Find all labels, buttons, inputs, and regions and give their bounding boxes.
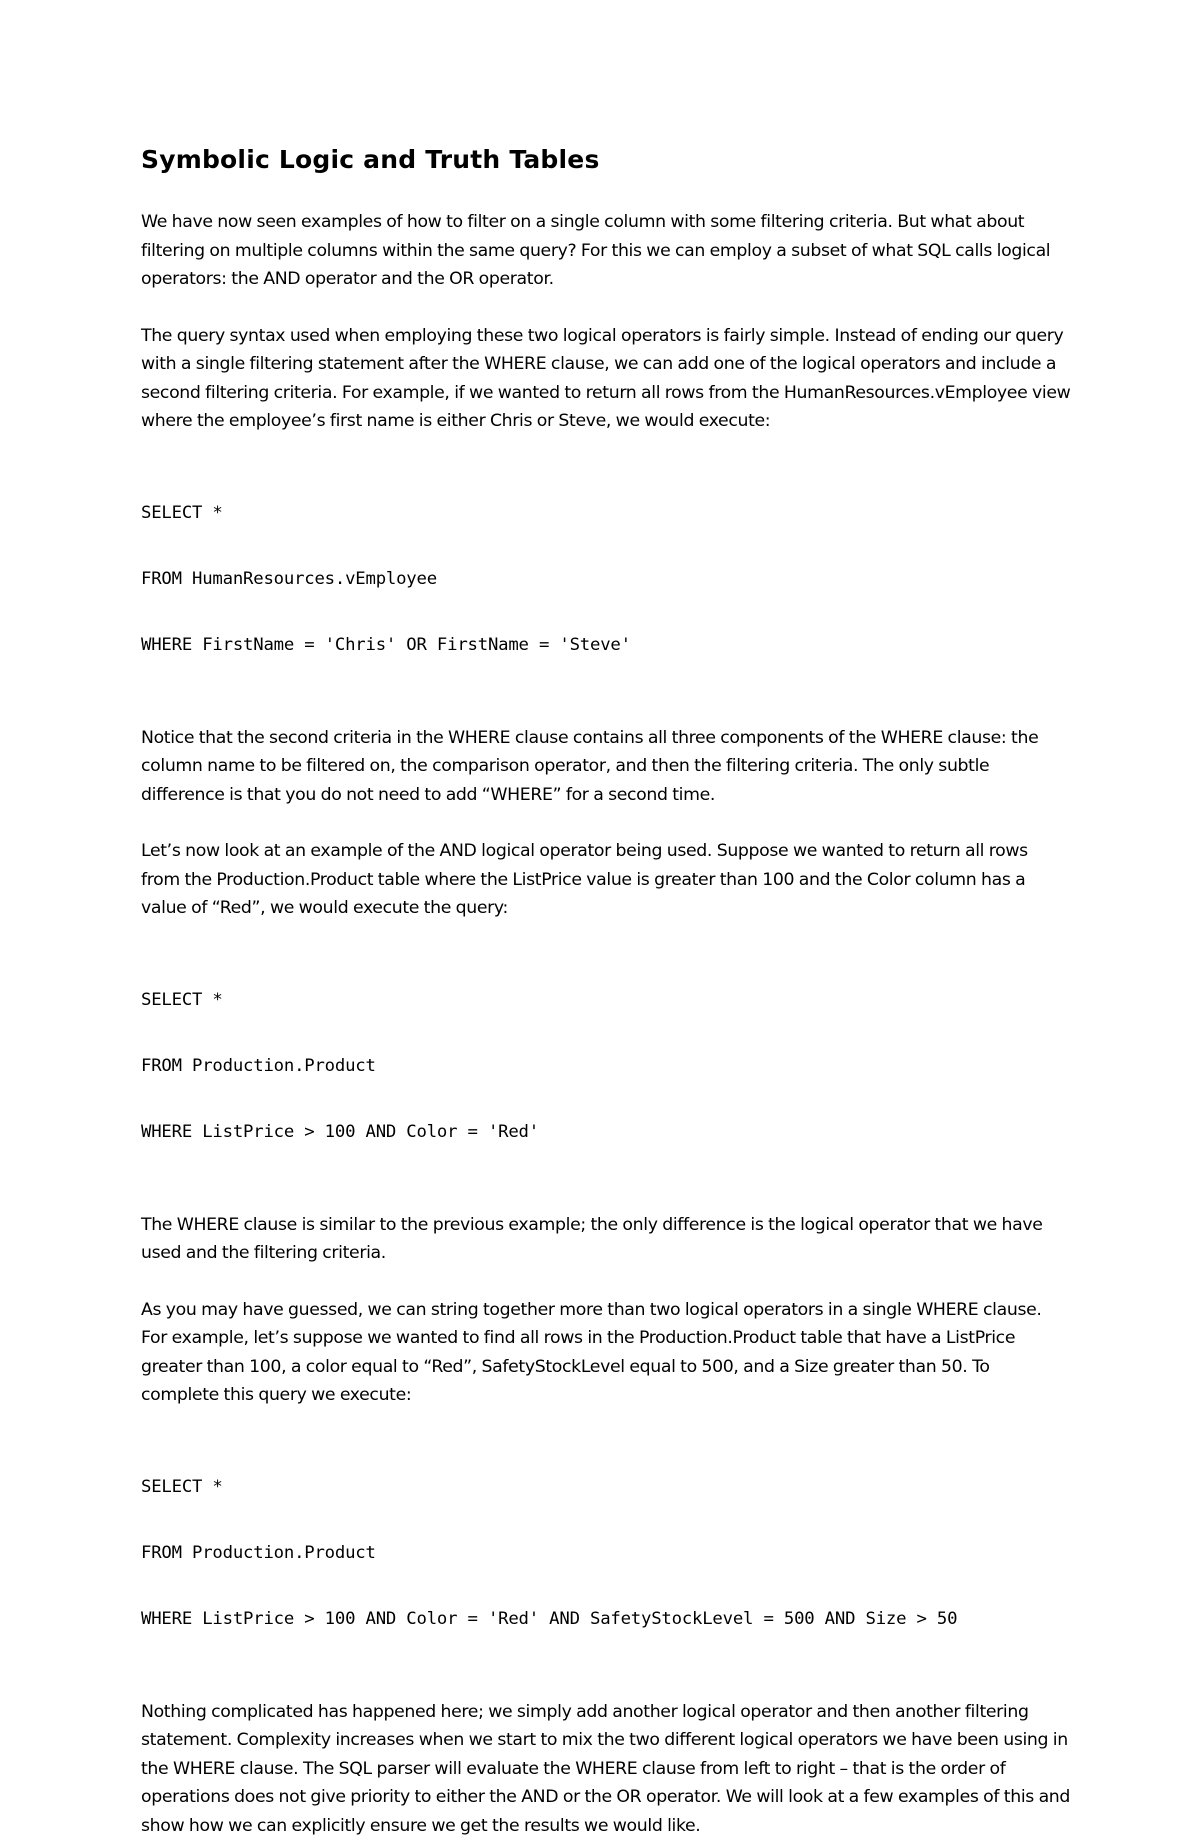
document-body: [141, 143, 1071, 1840]
code-line: WHERE ListPrice > 100 AND Color = 'Red': [141, 1121, 1071, 1143]
document-title: Symbolic Logic and Truth Tables: [141, 143, 1071, 177]
code-line: SELECT *: [141, 1476, 1071, 1498]
code-line: WHERE FirstName = 'Chris' OR FirstName = 'Steve': [141, 634, 1071, 656]
code-line: FROM HumanResources.vEmployee: [141, 568, 1071, 590]
paragraph-5: The WHERE clause is similar to the previous example; the only difference is the logical operator that we have used and the filtering criteria.: [141, 1211, 1071, 1268]
paragraph-3: Notice that the second criteria in the WHERE clause contains all three components of the WHERE clause: the column name to be filtered on, the comparison operator, and then the filtering criteria. The only subtle difference is that you do not need to add “WHERE” for a second time.: [141, 724, 1071, 810]
paragraph-6: As you may have guessed, we can string together more than two logical operators in a single WHERE clause. For example, let’s suppose we wanted to find all rows in the Production.Product table that have a ListPrice greater than 100, a color equal to “Red”, SafetyStockLevel equal to 500, and a Size greater than 50. To complete this query we execute:: [141, 1296, 1071, 1410]
code-line: WHERE ListPrice > 100 AND Color = 'Red' AND SafetyStockLevel = 500 AND Size > 50: [141, 1608, 1071, 1630]
paragraph-1: We have now seen examples of how to filter on a single column with some filtering criteria. But what about filtering on multiple columns within the same query? For this we can employ a subset of what SQL calls logical operators: the AND operator and the OR operator.: [141, 208, 1071, 294]
code-line: FROM Production.Product: [141, 1542, 1071, 1564]
code-line: FROM Production.Product: [141, 1055, 1071, 1077]
paragraph-7: Nothing complicated has happened here; we simply add another logical operator and then another filtering statement. Complexity increases when we start to mix the two different logical operators we have been using in the WHERE clause. The SQL parser will evaluate the WHERE clause from left to right – that is the order of operations does not give priority to either the AND or the OR operator. We will look at a few examples of this and show how we can explicitly ensure we get the results we would like.: [141, 1698, 1071, 1840]
code-line: SELECT *: [141, 989, 1071, 1011]
code-line: SELECT *: [141, 502, 1071, 524]
paragraph-2: The query syntax used when employing these two logical operators is fairly simple. Instead of ending our query with a single filtering statement after the WHERE clause, we can add one of the logical operators and include a second filtering criteria. For example, if we wanted to return all rows from the HumanResources.vEmployee view where the employee’s first name is either Chris or Steve, we would execute:: [141, 322, 1071, 436]
code-block-1: [141, 458, 1071, 700]
code-block-2: [141, 945, 1071, 1187]
paragraph-4: Let’s now look at an example of the AND logical operator being used. Suppose we wanted to return all rows from the Production.Product table where the ListPrice value is greater than 100 and the Color column has a value of “Red”, we would execute the query:: [141, 837, 1071, 923]
